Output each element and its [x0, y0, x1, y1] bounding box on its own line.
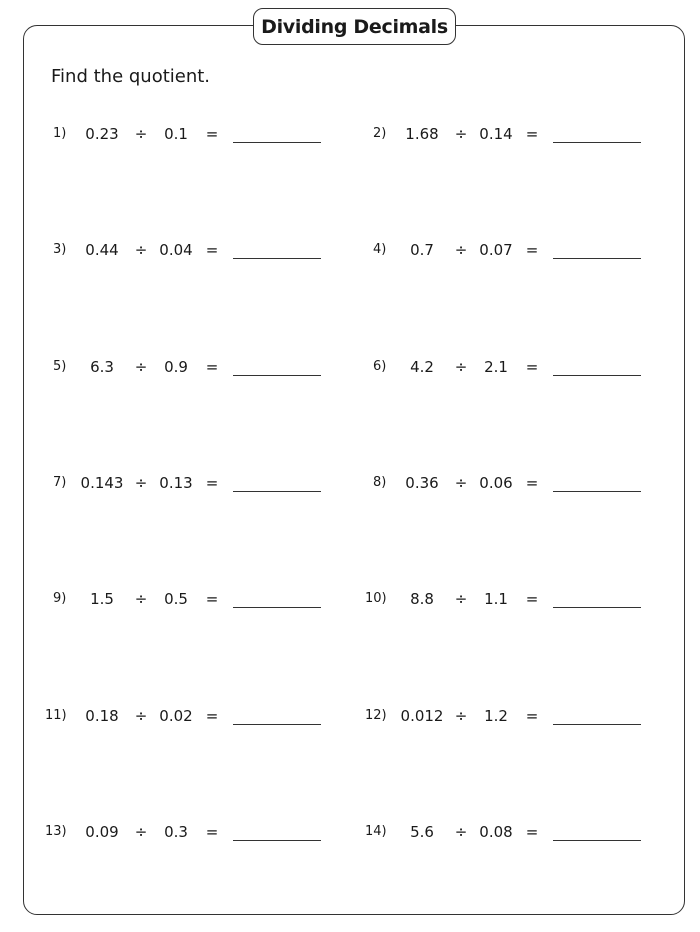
- divisor: 0.02: [159, 706, 193, 725]
- problem-number: 9): [53, 591, 67, 607]
- divisor: 0.06: [479, 473, 513, 492]
- problem-number: 8): [373, 474, 387, 490]
- equals-sign: =: [205, 822, 219, 841]
- division-sign: ÷: [454, 357, 468, 376]
- answer-blank[interactable]: [233, 840, 321, 841]
- problem-5: [45, 355, 375, 379]
- answer-blank[interactable]: [233, 607, 321, 608]
- problem-11: [45, 704, 375, 728]
- dividend: 0.09: [85, 822, 119, 841]
- equals-sign: =: [205, 706, 219, 725]
- division-sign: ÷: [454, 241, 468, 260]
- divisor: 1.2: [484, 706, 508, 725]
- dividend: 0.36: [405, 473, 439, 492]
- equals-sign: =: [205, 590, 219, 609]
- dividend: 5.6: [410, 822, 434, 841]
- answer-blank[interactable]: [233, 724, 321, 725]
- equals-sign: =: [525, 822, 539, 841]
- problem-number: 13): [45, 823, 67, 839]
- problem-3: [45, 238, 375, 262]
- divisor: 0.07: [479, 241, 513, 260]
- division-sign: ÷: [454, 590, 468, 609]
- problem-2: [365, 122, 695, 146]
- problem-number: 2): [373, 126, 387, 141]
- answer-blank[interactable]: [553, 375, 641, 376]
- problem-10: [365, 587, 695, 611]
- problem-number: 4): [373, 242, 387, 258]
- equals-sign: =: [525, 357, 539, 376]
- dividend: 0.143: [80, 473, 124, 492]
- problem-number: 3): [53, 242, 67, 258]
- problem-4: [365, 238, 695, 262]
- divisor: 0.14: [479, 125, 513, 143]
- dividend: 4.2: [410, 357, 434, 376]
- dividend: 6.3: [90, 357, 114, 376]
- answer-blank[interactable]: [553, 491, 641, 492]
- division-sign: ÷: [134, 241, 148, 260]
- answer-blank[interactable]: [233, 142, 321, 143]
- dividend: 0.7: [410, 241, 434, 260]
- division-sign: ÷: [454, 473, 468, 492]
- division-sign: ÷: [134, 590, 148, 609]
- answer-blank[interactable]: [233, 491, 321, 492]
- problem-number: 10): [365, 591, 387, 607]
- divisor: 1.1: [484, 590, 508, 609]
- answer-blank[interactable]: [553, 724, 641, 725]
- problem-14: [365, 820, 695, 844]
- dividend: 1.5: [90, 590, 114, 609]
- divisor: 0.1: [164, 125, 188, 143]
- equals-sign: =: [525, 125, 539, 143]
- problem-number: 12): [365, 707, 387, 723]
- problem-8: [365, 471, 695, 495]
- equals-sign: =: [525, 590, 539, 609]
- problem-7: [45, 471, 375, 495]
- divisor: 0.08: [479, 822, 513, 841]
- divisor: 0.13: [159, 473, 193, 492]
- divisor: 0.3: [164, 822, 188, 841]
- problem-12: [365, 704, 695, 728]
- problem-number: 6): [373, 358, 387, 374]
- worksheet-title: Dividing Decimals: [253, 8, 456, 45]
- equals-sign: =: [205, 473, 219, 492]
- equals-sign: =: [525, 241, 539, 260]
- division-sign: ÷: [134, 357, 148, 376]
- equals-sign: =: [205, 241, 219, 260]
- divisor: 2.1: [484, 357, 508, 376]
- problem-number: 1): [53, 126, 67, 141]
- problem-number: 7): [53, 474, 67, 490]
- division-sign: ÷: [454, 125, 468, 143]
- division-sign: ÷: [134, 125, 148, 143]
- equals-sign: =: [525, 473, 539, 492]
- equals-sign: =: [205, 125, 219, 143]
- answer-blank[interactable]: [553, 607, 641, 608]
- division-sign: ÷: [134, 473, 148, 492]
- answer-blank[interactable]: [553, 840, 641, 841]
- division-sign: ÷: [134, 706, 148, 725]
- dividend: 0.012: [400, 706, 444, 725]
- divisor: 0.04: [159, 241, 193, 260]
- equals-sign: =: [525, 706, 539, 725]
- answer-blank[interactable]: [233, 258, 321, 259]
- problem-9: [45, 587, 375, 611]
- dividend: 1.68: [405, 125, 439, 143]
- division-sign: ÷: [454, 706, 468, 725]
- divisor: 0.9: [164, 357, 188, 376]
- instruction-text: Find the quotient.: [51, 66, 211, 87]
- dividend: 0.18: [85, 706, 119, 725]
- problem-number: 11): [45, 707, 67, 723]
- problem-6: [365, 355, 695, 379]
- divisor: 0.5: [164, 590, 188, 609]
- problem-1: [45, 122, 375, 146]
- answer-blank[interactable]: [553, 258, 641, 259]
- division-sign: ÷: [454, 822, 468, 841]
- problem-13: [45, 820, 375, 844]
- dividend: 0.44: [85, 241, 119, 260]
- problem-number: 5): [53, 358, 67, 374]
- dividend: 0.23: [85, 125, 119, 143]
- equals-sign: =: [205, 357, 219, 376]
- answer-blank[interactable]: [233, 375, 321, 376]
- answer-blank[interactable]: [553, 142, 641, 143]
- division-sign: ÷: [134, 822, 148, 841]
- problem-number: 14): [365, 823, 387, 839]
- dividend: 8.8: [410, 590, 434, 609]
